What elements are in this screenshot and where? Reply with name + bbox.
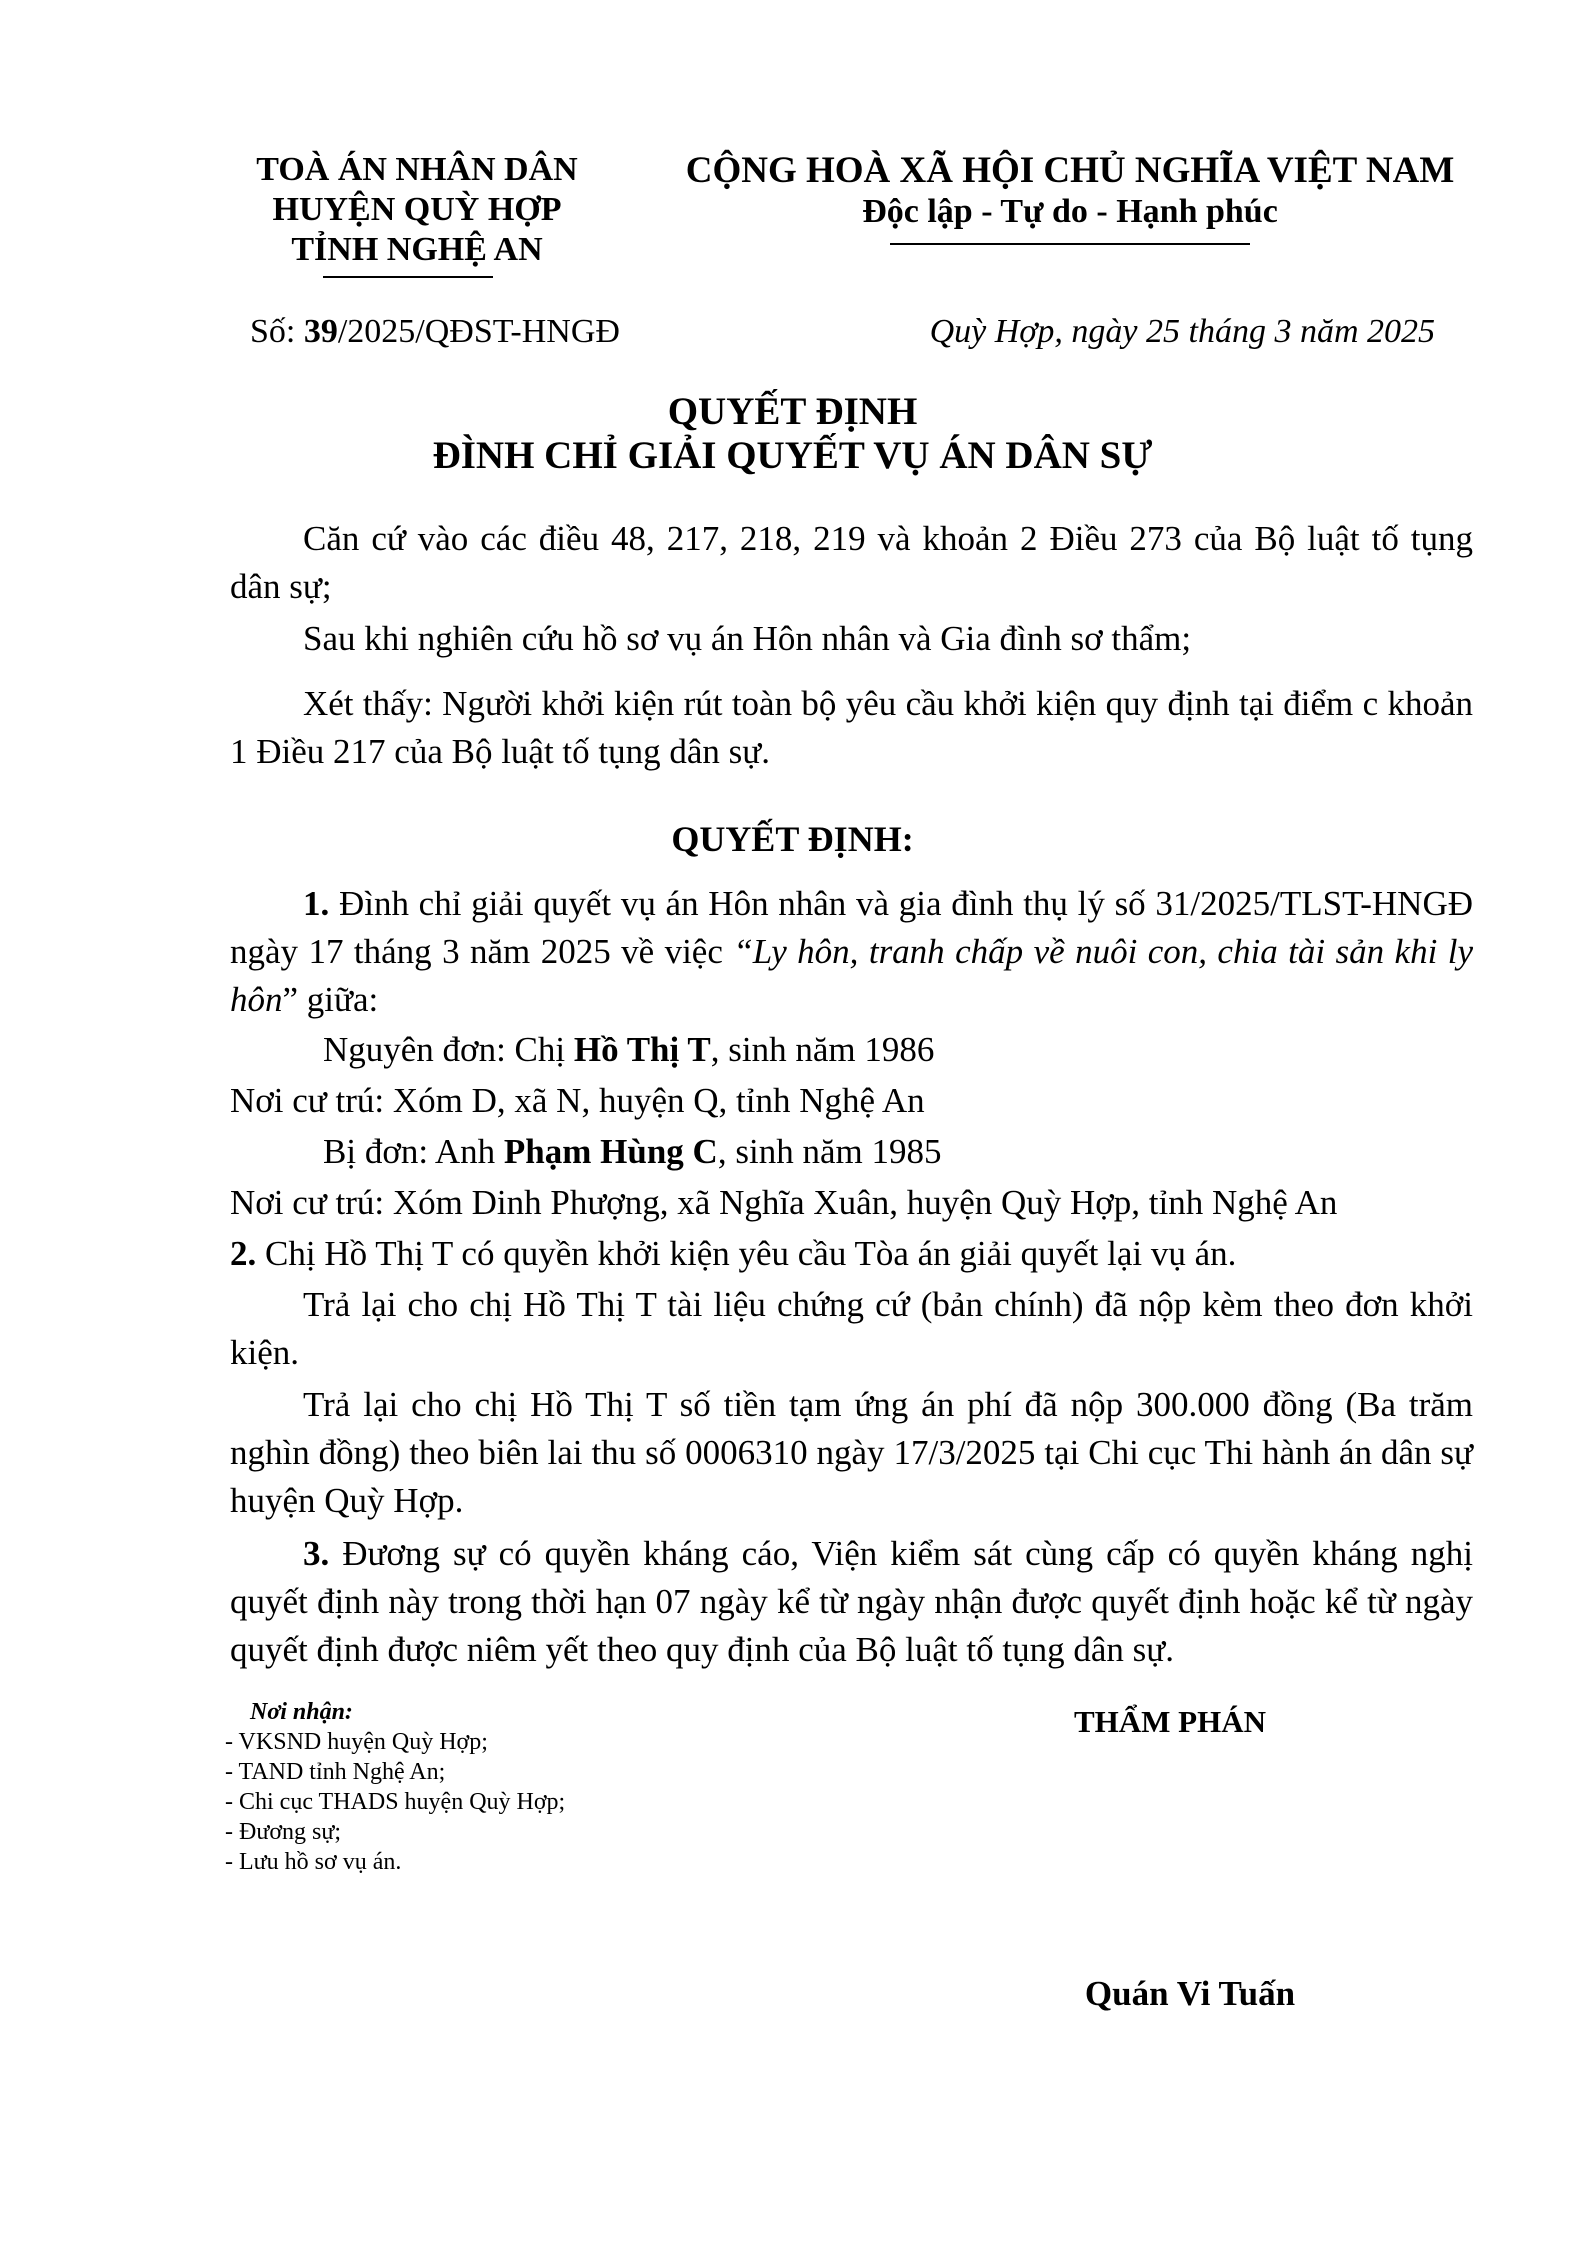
recipient-item: - Đương sự;	[225, 1819, 342, 1845]
decision-item-3	[230, 1530, 1473, 1674]
signer-name: Quán Vi Tuấn	[1084, 1974, 1296, 2013]
document-number-suffix: /2025/QĐST-HNGĐ	[337, 313, 620, 350]
court-name-line-2: HUYỆN QUỲ HỢP	[272, 191, 562, 228]
item-3-number: 3.	[303, 1534, 330, 1573]
defendant-name: Phạm Hùng C	[503, 1132, 718, 1171]
document-number	[250, 312, 620, 352]
plaintiff-name: Hồ Thị T	[573, 1030, 711, 1069]
court-name-block	[232, 150, 602, 270]
defendant-suffix: , sinh năm 1985	[717, 1132, 942, 1171]
item-2-return-fee: Trả lại cho chị Hồ Thị T số tiền tạm ứng án phí đã nộp 300.000 đồng (Ba trăm nghìn đồng) theo biên lai thu số 0006310 ngày 17/3/2025 tại Chi cục Thi hành án dân sự huyện Quỳ Hợp.	[230, 1385, 1473, 1520]
defendant-address: Nơi cư trú: Xóm Dinh Phượng, xã Nghĩa Xuân, huyện Quỳ Hợp, tỉnh Nghệ An	[230, 1183, 1338, 1222]
decision-item-2	[230, 1230, 1473, 1278]
court-name-line-3: TỈNH NGHỆ AN	[291, 231, 543, 268]
document-title-line-2: ĐÌNH CHỈ GIẢI QUYẾT VỤ ÁN DÂN SỰ	[432, 434, 1153, 477]
preamble-review: Sau khi nghiên cứu hồ sơ vụ án Hôn nhân và Gia đình sơ thẩm;	[303, 619, 1192, 658]
item-1-number: 1.	[303, 884, 330, 923]
national-name: CỘNG HOÀ XÃ HỘI CHỦ NGHĨA VIỆT NAM	[685, 150, 1455, 191]
court-name-line-1: TOÀ ÁN NHÂN DÂN	[256, 151, 578, 188]
national-motto-block	[680, 150, 1460, 232]
recipient-item: - VKSND huyện Quỳ Hợp;	[225, 1729, 488, 1755]
recipient-item: - Chi cục THADS huyện Quỳ Hợp;	[225, 1789, 566, 1815]
national-motto: Độc lập - Tự do - Hạnh phúc	[862, 193, 1278, 230]
plaintiff-prefix: Nguyên đơn: Chị	[323, 1030, 574, 1069]
recipients-block	[225, 1697, 565, 1877]
document-title	[200, 390, 1385, 478]
preamble-finding: Xét thấy: Người khởi kiện rút toàn bộ yêu cầu khởi kiện quy định tại điểm c khoản 1 Điều 217 của Bộ luật tố tụng dân sự.	[230, 684, 1473, 771]
item-1-text: Đình chỉ giải quyết vụ án Hôn nhân và gia đình thụ lý số 31/2025/TLST-HNGĐ ngày 17 tháng 3 năm 2025 về việc	[230, 884, 1473, 971]
signer-title: THẨM PHÁN	[1073, 1704, 1266, 1739]
plaintiff-address: Nơi cư trú: Xóm D, xã N, huyện Q, tỉnh Nghệ An	[230, 1081, 925, 1120]
item-2-number: 2.	[230, 1234, 257, 1273]
decision-item-1	[230, 880, 1473, 1024]
item-3-text: Đương sự có quyền kháng cáo, Viện kiểm sát cùng cấp có quyền kháng nghị quyết định này trong thời hạn 07 ngày kể từ ngày nhận được quyết định hoặc kể từ ngày quyết định được niêm yết theo quy định của Bộ luật tố tụng dân sự.	[230, 1534, 1473, 1669]
recipients-heading: Nơi nhận:	[250, 1699, 353, 1725]
place-date: Quỳ Hợp, ngày 25 tháng 3 năm 2025	[929, 313, 1435, 350]
document-title-line-1: QUYẾT ĐỊNH	[667, 390, 918, 433]
item-2-text: Chị Hồ Thị T có quyền khởi kiện yêu cầu Tòa án giải quyết lại vụ án.	[256, 1234, 1237, 1273]
court-name-underline	[323, 276, 493, 278]
item-2-return-documents: Trả lại cho chị Hồ Thị T tài liệu chứng cứ (bản chính) đã nộp kèm theo đơn khởi kiện.	[230, 1285, 1473, 1372]
item-1-text-end: ” giữa:	[282, 980, 379, 1019]
defendant-line	[323, 1128, 941, 1176]
document-number-value: 39	[303, 313, 338, 350]
preamble-legal-basis: Căn cứ vào các điều 48, 217, 218, 219 và khoản 2 Điều 273 của Bộ luật tố tụng dân sự;	[230, 519, 1473, 606]
defendant-prefix: Bị đơn: Anh	[323, 1132, 504, 1171]
recipient-item: - TAND tỉnh Nghệ An;	[225, 1759, 446, 1785]
decision-heading: QUYẾT ĐỊNH:	[671, 819, 914, 859]
plaintiff-line	[323, 1026, 934, 1074]
recipient-item: - Lưu hồ sơ vụ án.	[225, 1849, 402, 1875]
plaintiff-suffix: , sinh năm 1986	[710, 1030, 935, 1069]
item-1-case-subject: “Ly hôn, tranh chấp về nuôi con, chia tài sản khi ly hôn	[230, 932, 1473, 1019]
document-number-prefix: Số:	[250, 313, 304, 350]
motto-underline	[890, 243, 1250, 245]
